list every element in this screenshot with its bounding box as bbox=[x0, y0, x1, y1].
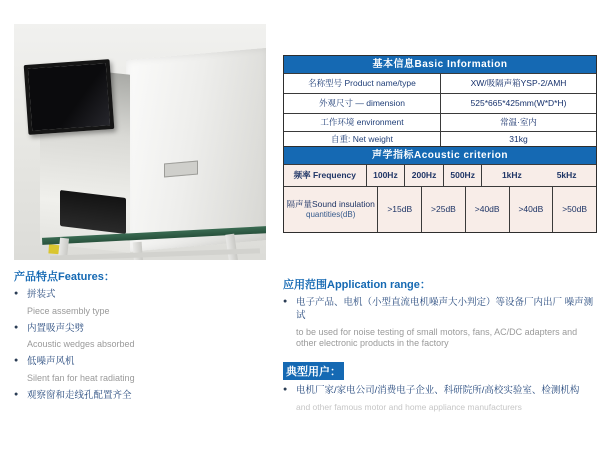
table-row bbox=[284, 93, 596, 113]
basic-info-value-3: 31kg bbox=[440, 132, 596, 147]
acoustic-freq-header: 频率 Frequency bbox=[293, 170, 356, 181]
basic-info-table bbox=[283, 55, 597, 148]
customers-title: 典型用户： bbox=[283, 362, 344, 380]
table-header-row bbox=[284, 164, 596, 186]
acoustic-row-label-line2: quantities(dB) bbox=[306, 209, 356, 219]
acoustic-col-500hz: 500Hz bbox=[443, 165, 482, 186]
feature-en-2: Silent fan for heat radiating bbox=[27, 372, 135, 383]
list-item bbox=[14, 390, 272, 403]
feature-zh-3: ● 观察窗和走线孔配置齐全 bbox=[27, 389, 132, 401]
table-row bbox=[284, 131, 596, 147]
product-photo bbox=[14, 24, 266, 260]
basic-info-label-0: 名称型号 Product name/type bbox=[308, 78, 416, 89]
table-row bbox=[284, 73, 596, 93]
list-item bbox=[283, 297, 595, 323]
feature-zh-2: ● 低噪声风机 bbox=[27, 356, 75, 367]
acoustic-col-100hz: 100Hz bbox=[366, 165, 405, 186]
basic-info-label-1: 外观尺寸 — dimension bbox=[319, 98, 405, 109]
acoustic-value-2: >40dB bbox=[465, 187, 509, 232]
photo-display-panel bbox=[24, 59, 115, 135]
acoustic-col-high-freq bbox=[481, 165, 596, 186]
photo-latch bbox=[164, 161, 198, 178]
basic-info-value-1: 525*665*425mm(W*D*H) bbox=[440, 94, 596, 113]
acoustic-col-1khz: 1kHz bbox=[501, 170, 522, 181]
application-zh: ● 电子产品、电机（小型直流电机噪声大小判定）等设备厂内出厂 噪声测试 bbox=[296, 297, 594, 321]
application-title: 应用范围Application range： bbox=[283, 279, 431, 291]
acoustic-row-label-line1: 隔声量Sound insulation bbox=[286, 199, 375, 210]
feature-zh-0: ● 拼装式 bbox=[27, 289, 56, 300]
list-item bbox=[14, 356, 272, 369]
acoustic-value-1: >25dB bbox=[421, 187, 465, 232]
feature-zh-1: ● 内置吸声尖劈 bbox=[27, 322, 85, 334]
acoustic-value-4: >50dB bbox=[552, 187, 596, 232]
acoustic-table bbox=[283, 146, 597, 233]
acoustic-col-200hz: 200Hz bbox=[404, 165, 443, 186]
customers-en: and other famous motor and home appliance manufacturers bbox=[296, 401, 522, 412]
list-item bbox=[14, 323, 272, 336]
table-row bbox=[284, 113, 596, 131]
basic-info-label-3: 自重: Net weight bbox=[331, 134, 393, 145]
acoustic-value-3: >40dB bbox=[509, 187, 553, 232]
basic-info-value-0: XW/吸隔声箱YSP-2/AMH bbox=[440, 74, 596, 93]
list-item bbox=[283, 385, 595, 398]
features-section bbox=[14, 268, 272, 406]
acoustic-value-0: >15dB bbox=[377, 187, 421, 232]
customers-section bbox=[283, 362, 595, 413]
basic-info-title: 基本信息Basic Information bbox=[284, 56, 596, 73]
table-row bbox=[284, 186, 596, 232]
acoustic-col-5khz: 5kHz bbox=[556, 170, 577, 181]
application-section bbox=[283, 276, 595, 355]
basic-info-value-2: 常温·室内 bbox=[440, 114, 596, 131]
list-item bbox=[14, 289, 272, 302]
basic-info-label-2: 工作环境 environment bbox=[320, 117, 404, 128]
acoustic-row-label bbox=[284, 187, 377, 232]
feature-en-0: Piece assembly type bbox=[27, 305, 110, 316]
acoustic-title: 声学指标Acoustic criterion bbox=[284, 147, 596, 164]
customers-zh: ● 电机厂家/家电公司/消费电子企业、科研院所/高校实验室、检测机构 bbox=[296, 385, 580, 396]
feature-en-1: Acoustic wedges absorbed bbox=[27, 339, 135, 350]
application-en: to be used for noise testing of small motors, fans, AC/DC adapters and other electronic products in the factory bbox=[296, 326, 578, 349]
features-title: 产品特点Features： bbox=[14, 271, 115, 283]
photo-box-side-face bbox=[126, 48, 266, 252]
